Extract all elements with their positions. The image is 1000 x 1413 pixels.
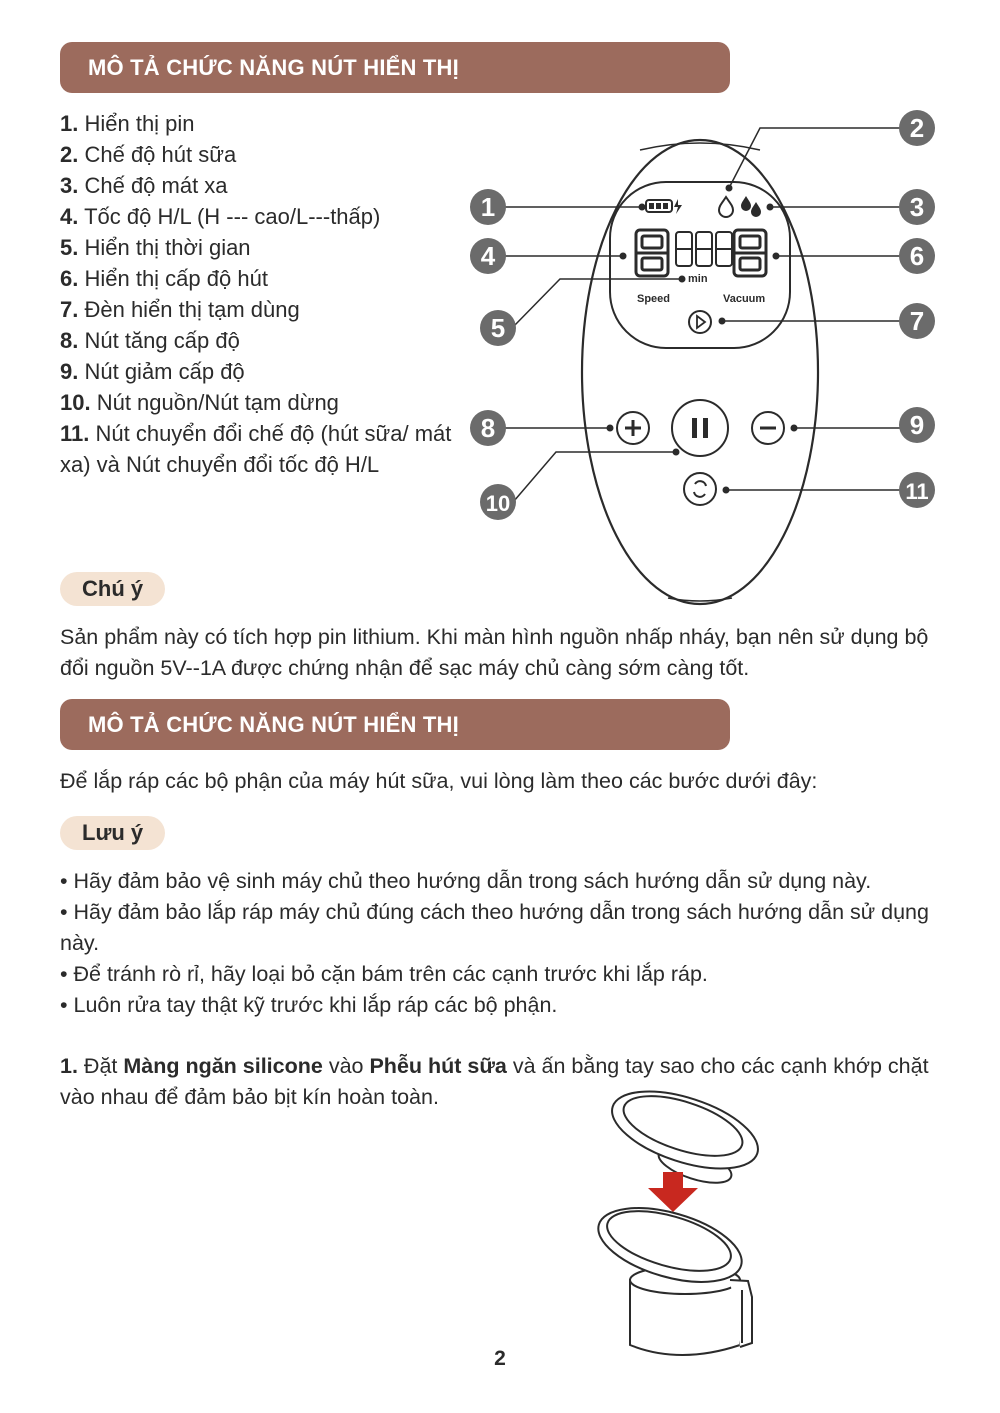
list-item: • Hãy đảm bảo vệ sinh máy chủ theo hướng dẫn trong sách hướng dẫn sử dụng này. — [60, 869, 872, 893]
minus-button[interactable] — [752, 412, 784, 444]
mode-switch-button[interactable] — [684, 473, 716, 505]
list-item: 3. Chế độ mát xa — [60, 173, 228, 198]
intro-text: Để lắp ráp các bộ phận của máy hút sữa, vui lòng làm theo các bước dưới đây: — [60, 769, 818, 793]
pause-button[interactable] — [672, 400, 728, 456]
callout-8: 8 — [480, 413, 496, 443]
device-diagram — [0, 0, 1000, 620]
list-item: 7. Đèn hiển thị tạm dùng — [60, 297, 300, 322]
callout-5: 5 — [490, 313, 506, 343]
list-item: 6. Hiển thị cấp độ hút — [60, 266, 268, 291]
list-item: 9. Nút giảm cấp độ — [60, 359, 245, 384]
callout-6: 6 — [909, 241, 925, 271]
callout-9: 9 — [909, 410, 925, 440]
assembly-illustration — [580, 1085, 780, 1370]
callout-10: 10 — [485, 491, 511, 516]
callout-3: 3 — [909, 192, 925, 222]
page-number: 2 — [494, 1347, 506, 1370]
lcd-speed-label: Speed — [637, 293, 671, 305]
breast-funnel — [590, 1194, 752, 1355]
callout-1: 1 — [480, 192, 496, 222]
section-title: MÔ TẢ CHỨC NĂNG NÚT HIỂN THỊ — [88, 711, 459, 737]
list-item: 2. Chế độ hút sữa — [60, 142, 237, 167]
callout-4: 4 — [480, 241, 496, 271]
list-item: 8. Nút tăng cấp độ — [60, 328, 240, 353]
callout-7: 7 — [909, 306, 925, 336]
note-text: Sản phẩm này có tích hợp pin lithium. Khi màn hình nguồn nhấp nháy, bạn nên sử dụng bộ đổi nguồn 5V--1A được chứng nhận để sạc máy chủ càng sớm càng tốt. — [60, 625, 929, 680]
list-item: 4. Tốc độ H/L (H --- cao/L---thấp) — [60, 204, 381, 229]
list-item: 5. Hiển thị thời gian — [60, 235, 251, 260]
note-label: Lưu ý — [60, 816, 165, 850]
plus-button[interactable] — [617, 412, 649, 444]
list-item: 11. Nút chuyển đổi chế độ (hút sữa/ mát xa) và Nút chuyển đổi tốc độ H/L — [60, 421, 452, 477]
list-item: • Để tránh rò rỉ, hãy loại bỏ cặn bám trên các cạnh trước khi lắp ráp. — [60, 962, 708, 986]
lcd-vacuum-digit — [734, 230, 766, 276]
callout-2: 2 — [909, 113, 925, 143]
note-label: Chú ý — [60, 572, 165, 606]
bullet-list — [60, 866, 940, 1021]
section-title: MÔ TẢ CHỨC NĂNG NÚT HIỂN THỊ — [88, 54, 459, 80]
lcd-min-label: min — [688, 273, 708, 285]
lcd-vacuum-label: Vacuum — [723, 293, 766, 305]
lcd-speed-digit — [636, 230, 668, 276]
list-item: • Luôn rửa tay thật kỹ trước khi lắp ráp các bộ phận. — [60, 993, 558, 1017]
list-item: 10. Nút nguồn/Nút tạm dừng — [60, 390, 339, 415]
list-item: 1. Hiển thị pin — [60, 111, 195, 136]
silicone-membrane — [603, 1085, 767, 1190]
list-item: • Hãy đảm bảo lắp ráp máy chủ đúng cách theo hướng dẫn trong sách hướng dẫn sử dụng này. — [60, 900, 929, 955]
step-instruction: 1. Đặt Màng ngăn silicone vào Phễu hút sữa và ấn bằng tay sao cho các cạnh khớp chặt vào nhau để đảm bảo bịt kín hoàn toàn. — [60, 1054, 929, 1109]
callout-11: 11 — [905, 479, 929, 504]
section-title-banner — [60, 699, 730, 750]
